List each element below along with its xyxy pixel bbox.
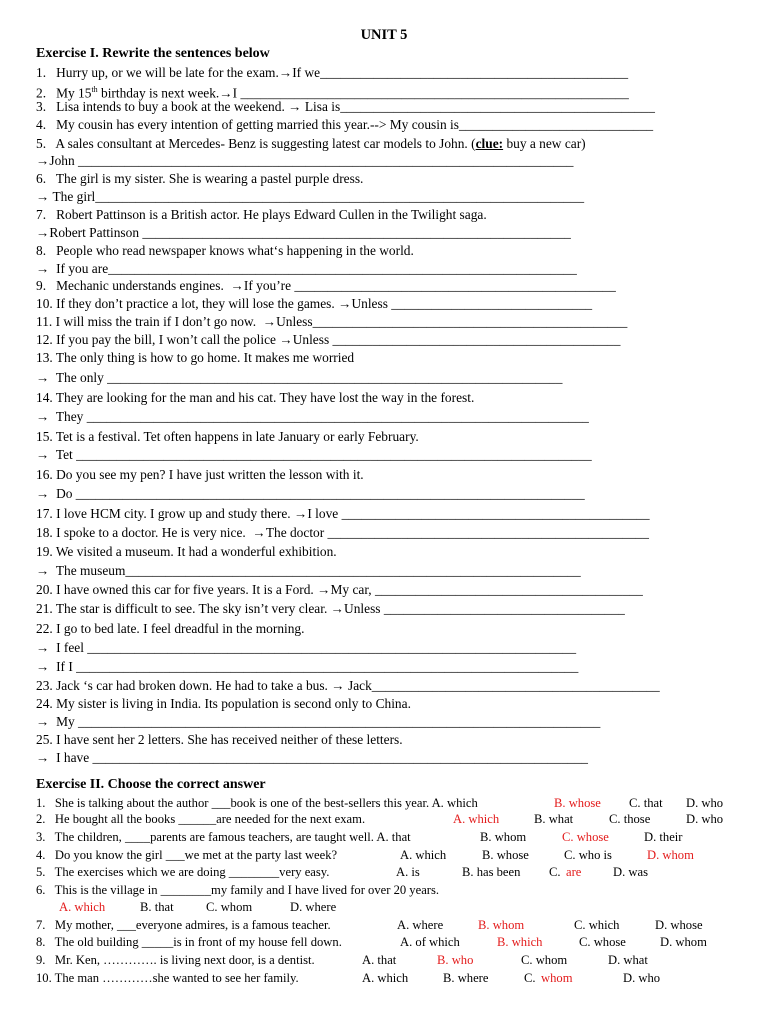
exercise-2-text: 1. She is talking about the author ___book is one of the best-sellers this year. A. which xyxy=(36,796,478,810)
exercise-2-text: D. their xyxy=(644,830,683,844)
exercise-1-line: 16. Do you see my pen? I have just written the lesson with it. xyxy=(36,467,364,482)
exercise-1-line: →Robert Pattinson ________________________________________________________________ xyxy=(36,225,571,240)
exercise-1-line: 14. They are looking for the man and his cat. They have lost the way in the forest. xyxy=(36,390,475,405)
exercise-2-heading: Exercise II. Choose the correct answer xyxy=(36,777,266,792)
exercise-2-text: A. of which xyxy=(400,935,460,949)
exercise-2-text: C. who is xyxy=(564,848,612,862)
exercise-2-text: 10. The man …………she wanted to see her family. xyxy=(36,971,299,985)
highlighted-answer: B. which xyxy=(497,935,543,949)
exercise-2-text: C. xyxy=(524,971,539,985)
exercise-2-text: C. whom xyxy=(521,953,568,967)
exercise-1-line: → If I ___________________________________________________________________________ xyxy=(36,659,579,674)
exercise-2-text: D. who xyxy=(686,796,724,810)
exercise-1-line: 17. I love HCM city. I grow up and study there. →I love ______________________________________________ xyxy=(36,506,650,521)
exercise-2-text: A. that xyxy=(362,953,397,967)
page-title: UNIT 5 xyxy=(360,27,408,43)
exercise-2-text: D. where xyxy=(290,900,337,914)
exercise-1-line: → I have __________________________________________________________________________ xyxy=(36,750,588,765)
exercise-2-text: D. whom xyxy=(660,935,707,949)
exercise-2-text: C. xyxy=(549,865,564,879)
highlighted-answer: B. whose xyxy=(554,796,601,810)
exercise-2-text: A. which xyxy=(362,971,409,985)
exercise-1-line: 25. I have sent her 2 letters. She has received neither of these letters. xyxy=(36,732,403,747)
exercise-2-text: A. which xyxy=(400,848,447,862)
exercise-2-text: C. which xyxy=(574,918,620,932)
exercise-2-text: B. where xyxy=(443,971,489,985)
exercise-1-line: → Do ____________________________________________________________________________ xyxy=(36,486,585,501)
exercise-2-text: 7. My mother, ___everyone admires, is a famous teacher. xyxy=(36,918,331,932)
highlighted-answer: D. whom xyxy=(647,848,694,862)
exercise-2-text: B. whose xyxy=(482,848,529,862)
exercise-2-text: D. whose xyxy=(655,918,703,932)
exercise-2-text: A. where xyxy=(397,918,444,932)
exercise-2-text: D. what xyxy=(608,953,648,967)
exercise-2-text: A. is xyxy=(396,865,420,879)
exercise-1-line: 4. My cousin has every intention of getting married this year.--> My cousin is_____________________________ xyxy=(36,117,654,132)
exercise-1-line: 15. Tet is a festival. Tet often happens in late January or early February. xyxy=(36,429,419,444)
exercise-1-line: → The girl_________________________________________________________________________ xyxy=(36,189,585,204)
highlighted-answer: are xyxy=(566,865,582,879)
highlighted-answer: A. which xyxy=(59,900,106,914)
exercise-1-line: 21. The star is difficult to see. The sky isn’t very clear. →Unless ____________________________________ xyxy=(36,601,625,616)
highlighted-answer: C. whose xyxy=(562,830,609,844)
exercise-1-line: 12. If you pay the bill, I won’t call the police →Unless ___________________________________________ xyxy=(36,332,621,347)
exercise-1-line: 10. If they don’t practice a lot, they will lose the games. →Unless ______________________________ xyxy=(36,296,593,311)
exercise-2-text: C. whom xyxy=(206,900,253,914)
exercise-2-text: 3. The children, ____parents are famous teachers, are taught well. A. that xyxy=(36,830,411,844)
exercise-2-text: B. what xyxy=(534,812,574,826)
exercise-1-line: → The only ____________________________________________________________________ xyxy=(36,370,563,385)
exercise-1-line: 2. My 15th birthday is next week.→I __________________________________________________________ xyxy=(36,85,629,101)
exercise-1-line: 3. Lisa intends to buy a book at the weekend. → Lisa is_______________________________________________ xyxy=(36,99,655,114)
exercise-2-text: C. whose xyxy=(579,935,626,949)
exercise-1-line: 23. Jack ‘s car had broken down. He had to take a bus. → Jack___________________________________________ xyxy=(36,678,660,693)
exercise-1-line: → I feel _________________________________________________________________________ xyxy=(36,640,577,655)
exercise-2-text: 4. Do you know the girl ___we met at the party last week? xyxy=(36,848,338,862)
exercise-2-text: 5. The exercises which we are doing ________very easy. xyxy=(36,865,330,879)
exercise-2-text: D. who xyxy=(623,971,661,985)
exercise-2-text: C. those xyxy=(609,812,651,826)
exercise-2-text: 8. The old building _____is in front of my house fell down. xyxy=(36,935,342,949)
exercise-1-line: 11. I will miss the train if I don’t go now. →Unless_______________________________________________ xyxy=(36,314,628,329)
exercise-1-line: 9. Mechanic understands engines. →If you’re ________________________________________________ xyxy=(36,278,616,293)
exercise-2-text: 6. This is the village in ________my family and I have lived for over 20 years. xyxy=(36,883,440,897)
highlighted-answer: B. who xyxy=(437,953,474,967)
exercise-1-line: 13. The only thing is how to go home. It makes me worried xyxy=(36,350,355,365)
exercise-2-text: C. that xyxy=(629,796,663,810)
exercise-2-text: B. that xyxy=(140,900,174,914)
exercise-1-line: → Tet _____________________________________________________________________________ xyxy=(36,447,592,462)
exercise-1-line: 5. A sales consultant at Mercedes- Benz is suggesting latest car models to John. (clue: buy a new car) xyxy=(36,136,586,151)
highlighted-answer: A. which xyxy=(453,812,500,826)
exercise-1-line: 1. Hurry up, or we will be late for the exam.→If we______________________________________________ xyxy=(36,65,629,80)
exercise-2-text: B. whom xyxy=(480,830,527,844)
exercise-1-line: 6. The girl is my sister. She is wearing a pastel purple dress. xyxy=(36,171,364,186)
exercise-1-line: 19. We visited a museum. It had a wonderful exhibition. xyxy=(36,544,337,559)
exercise-1-line: →John __________________________________________________________________________ xyxy=(36,153,574,168)
exercise-1-line: 18. I spoke to a doctor. He is very nice. →The doctor ________________________________________________ xyxy=(36,525,649,540)
exercise-1-line: 22. I go to bed late. I feel dreadful in the morning. xyxy=(36,621,305,636)
exercise-1-line: 8. People who read newspaper knows what‘s happening in the world. xyxy=(36,243,414,258)
exercise-2-text: D. who xyxy=(686,812,724,826)
exercise-1-line: → The museum____________________________________________________________________ xyxy=(36,563,581,578)
exercise-2-text: 2. He bought all the books ______are needed for the next exam. xyxy=(36,812,366,826)
exercise-1-line: 20. I have owned this car for five years. It is a Ford. →My car, ________________________________________ xyxy=(36,582,643,597)
exercise-1-line: → If you are______________________________________________________________________ xyxy=(36,261,577,276)
exercise-2-text: D. was xyxy=(613,865,648,879)
highlighted-answer: whom xyxy=(541,971,573,985)
exercise-1-line: 7. Robert Pattinson is a British actor. He plays Edward Cullen in the Twilight saga. xyxy=(36,207,487,222)
exercise-1-line: → They ___________________________________________________________________________ xyxy=(36,409,589,424)
highlighted-answer: B. whom xyxy=(478,918,525,932)
exercise-1-line: → My ______________________________________________________________________________ xyxy=(36,714,601,729)
exercise-1-line: 24. My sister is living in India. Its population is second only to China. xyxy=(36,696,411,711)
exercise-2-text: B. has been xyxy=(462,865,521,879)
exercise-1-heading: Exercise I. Rewrite the sentences below xyxy=(36,46,270,61)
exercise-2-text: 9. Mr. Ken, …………. is living next door, is a dentist. xyxy=(36,953,315,967)
